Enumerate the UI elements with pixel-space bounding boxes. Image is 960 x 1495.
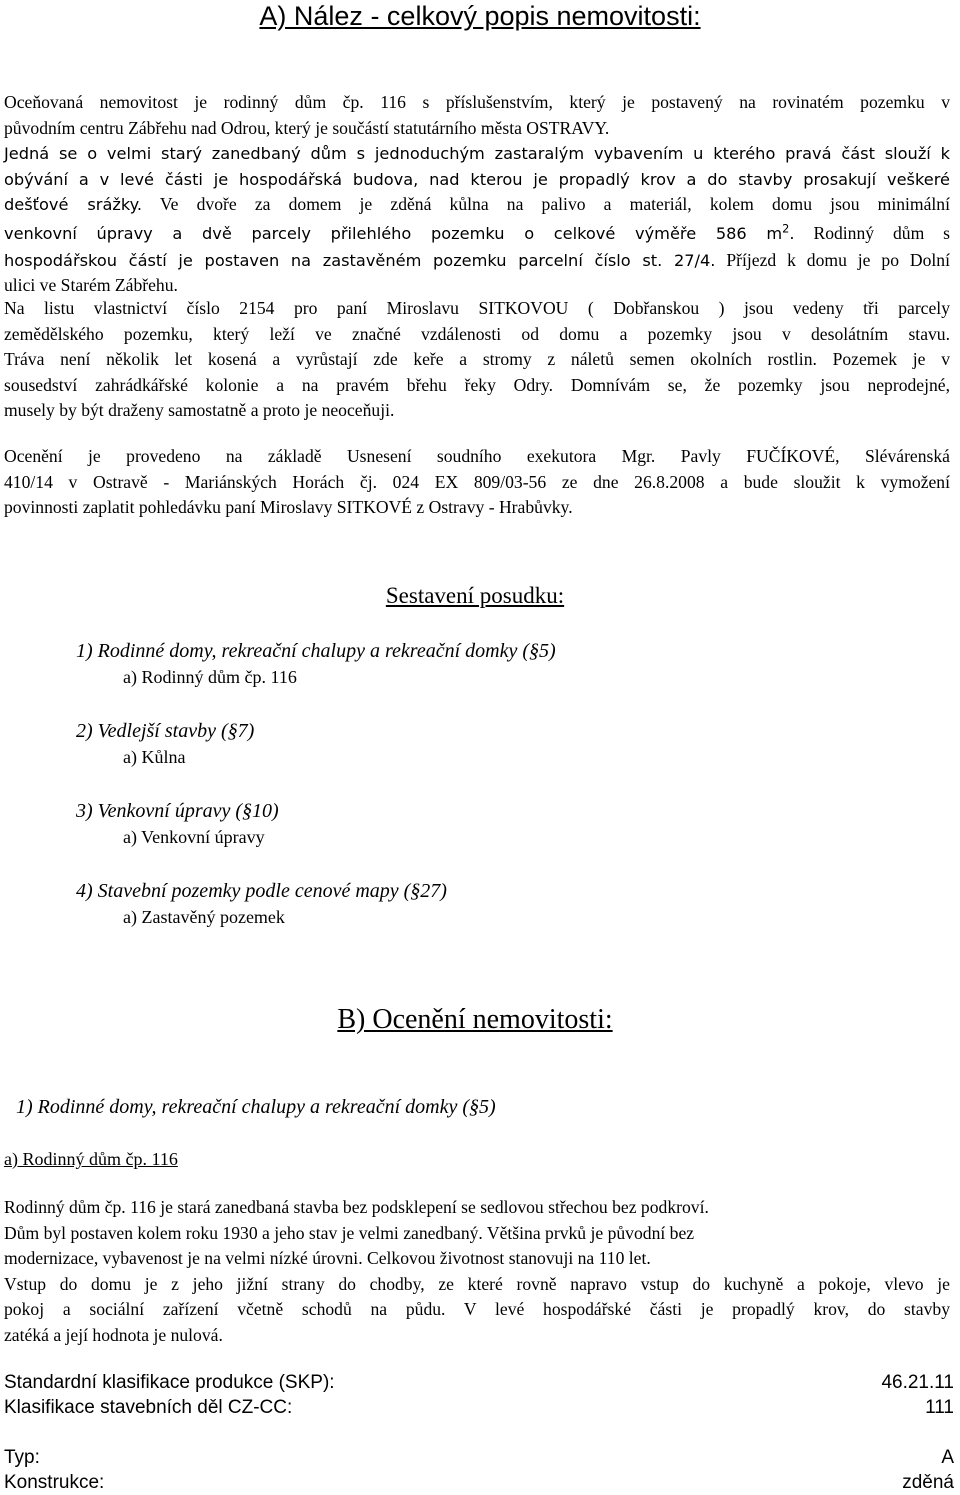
kv-label: Standardní klasifikace produkce (SKP): <box>4 1372 335 1393</box>
list-item-sub: a) Venkovní úpravy <box>123 827 265 847</box>
list-item-sub: a) Kůlna <box>123 747 186 767</box>
text-fragment: Rodinný dům s <box>813 222 951 243</box>
kv-value: zděná <box>902 1472 954 1493</box>
valuation-basis-paragraph <box>4 444 950 521</box>
description-paragraph <box>4 90 950 299</box>
text-line: ulici ve Starém Zábřehu. <box>4 275 178 295</box>
list-item-title: 1) Rodinné domy, rekreační chalupy a rekreační domky (§5) <box>76 640 556 662</box>
text-line: původním centru Zábřehu nad Odrou, který je součástí statutárního města OSTRAVY. <box>4 117 610 138</box>
text-line: Tráva není několik let kosená a vyrůstají zde keře a stromy z náletů semen okolních rostlin. Pozemek je v <box>4 349 950 369</box>
text-fragment: venkovní úpravy a dvě parcely přilehlého pozemku o celkové výměře 586 m <box>4 223 783 243</box>
kv-row <box>4 1470 954 1495</box>
kv-row <box>4 1370 954 1395</box>
text-line <box>4 192 950 218</box>
text-line: 410/14 v Ostravě - Mariánských Horách čj. 024 EX 809/03-56 ze dne 26.8.2008 a bude sloužit k vymožení <box>4 471 950 492</box>
text-line: Dům byl postaven kolem roku 1930 a jeho stav je velmi zanedbaný. Většina prvků je původní bez <box>4 1222 695 1243</box>
text-fragment: . <box>789 223 795 243</box>
text-line: povinnosti zaplatit pohledávku paní Miroslavy SITKOVÉ z Ostravy - Hrabůvky. <box>4 497 573 517</box>
text-line: Oceňovaná nemovitost je rodinný dům čp. 116 s příslušenstvím, který je postavený na rovinatém pozemku v <box>4 92 950 112</box>
text-line: musely by být draženy samostatně a proto je neoceňuji. <box>4 400 395 420</box>
section-a-heading: A) Nález - celkový popis nemovitosti: <box>259 1 701 31</box>
b-section-title: 1) Rodinné domy, rekreační chalupy a rekreační domky (§5) <box>16 1096 496 1118</box>
text-line: Ocenění je provedeno na základě Usnesení soudního exekutora Mgr. Pavly FUČÍKOVÉ, Slévárenská <box>4 446 950 466</box>
text-line: pokoj a sociální zařízení včetně schodů na půdu. V levé hospodářské části je propadlý krov, do stavby <box>4 1299 950 1319</box>
text-line: Na listu vlastnictví číslo 2154 pro paní Miroslavu SITKOVOU ( Dobřanskou ) jsou vedeny tři parcely <box>4 298 950 318</box>
text-line: Jedná se o velmi starý zanedbaný dům s jednoduchým zastaralým vybavením u kterého pravá část slouží k <box>4 144 950 163</box>
kv-value: 111 <box>925 1397 954 1418</box>
classification-table <box>4 1370 954 1495</box>
text-line: sousedství zahrádkářské kolonie a na pravém břehu řeky Odry. Domnívám se, že pozemky jsou neprodejné, <box>4 374 950 395</box>
text-fragment: hospodářskou částí je postaven na zastavěném pozemku parcelní číslo st. 27/4. <box>4 250 716 270</box>
ownership-paragraph <box>4 296 950 424</box>
kv-row <box>4 1395 954 1420</box>
list-item-sub: a) Zastavěný pozemek <box>123 907 285 927</box>
assessment-list <box>76 638 556 930</box>
text-line: modernizace, vybavenost je na velmi nízké úrovni. Celkovou životnost stanovuji na 110 let. <box>4 1248 651 1268</box>
kv-label: Typ: <box>4 1447 40 1468</box>
kv-row <box>4 1445 954 1470</box>
text-fragment: dešťové srážky. <box>4 195 143 214</box>
text-fragment: Příjezd k domu je po Dolní <box>726 249 950 270</box>
text-line: zemědělského pozemku, který leží ve značné vzdálenosti od domu a pozemky jsou v desolátním stavu. <box>4 323 950 344</box>
list-item-title: 2) Vedlejší stavby (§7) <box>76 720 255 742</box>
kv-value: A <box>941 1447 954 1468</box>
kv-label: Konstrukce: <box>4 1472 105 1493</box>
kv-value: 46.21.11 <box>881 1372 954 1393</box>
superscript: 2 <box>782 221 790 236</box>
text-line: obývání a v levé části je hospodářská budova, nad kterou je propadlý krov a do stavby prosakují veškeré <box>4 169 950 189</box>
text-fragment <box>4 221 795 243</box>
text-line <box>4 218 950 248</box>
section-b-heading: B) Ocenění nemovitosti: <box>337 1004 613 1035</box>
text-line: Rodinný dům čp. 116 je stará zanedbaná stavba bez podsklepení se sedlovou střechou bez podkroví. <box>4 1197 709 1217</box>
list-item-title: 4) Stavební pozemky podle cenové mapy (§27) <box>76 880 447 902</box>
text-fragment: Ve dvoře za domem je zděná kůlna na palivo a materiál, kolem domu jsou minimální <box>159 194 950 214</box>
text-line: zatéká a její hodnota je nulová. <box>4 1324 223 1345</box>
kv-row <box>4 1420 954 1445</box>
list-item-title: 3) Venkovní úpravy (§10) <box>76 800 279 822</box>
text-line <box>4 248 950 274</box>
house-description <box>4 1195 950 1348</box>
assessment-heading: Sestavení posudku: <box>385 583 565 608</box>
kv-label: Klasifikace stavebních děl CZ-CC: <box>4 1397 293 1418</box>
text-line: Vstup do domu je z jeho jižní strany do chodby, ze které rovně napravo vstup do kuchyně a pokoje, vlevo je <box>4 1273 950 1294</box>
list-item-sub: a) Rodinný dům čp. 116 <box>123 667 297 687</box>
b-sub-heading: a) Rodinný dům čp. 116 <box>4 1149 178 1169</box>
